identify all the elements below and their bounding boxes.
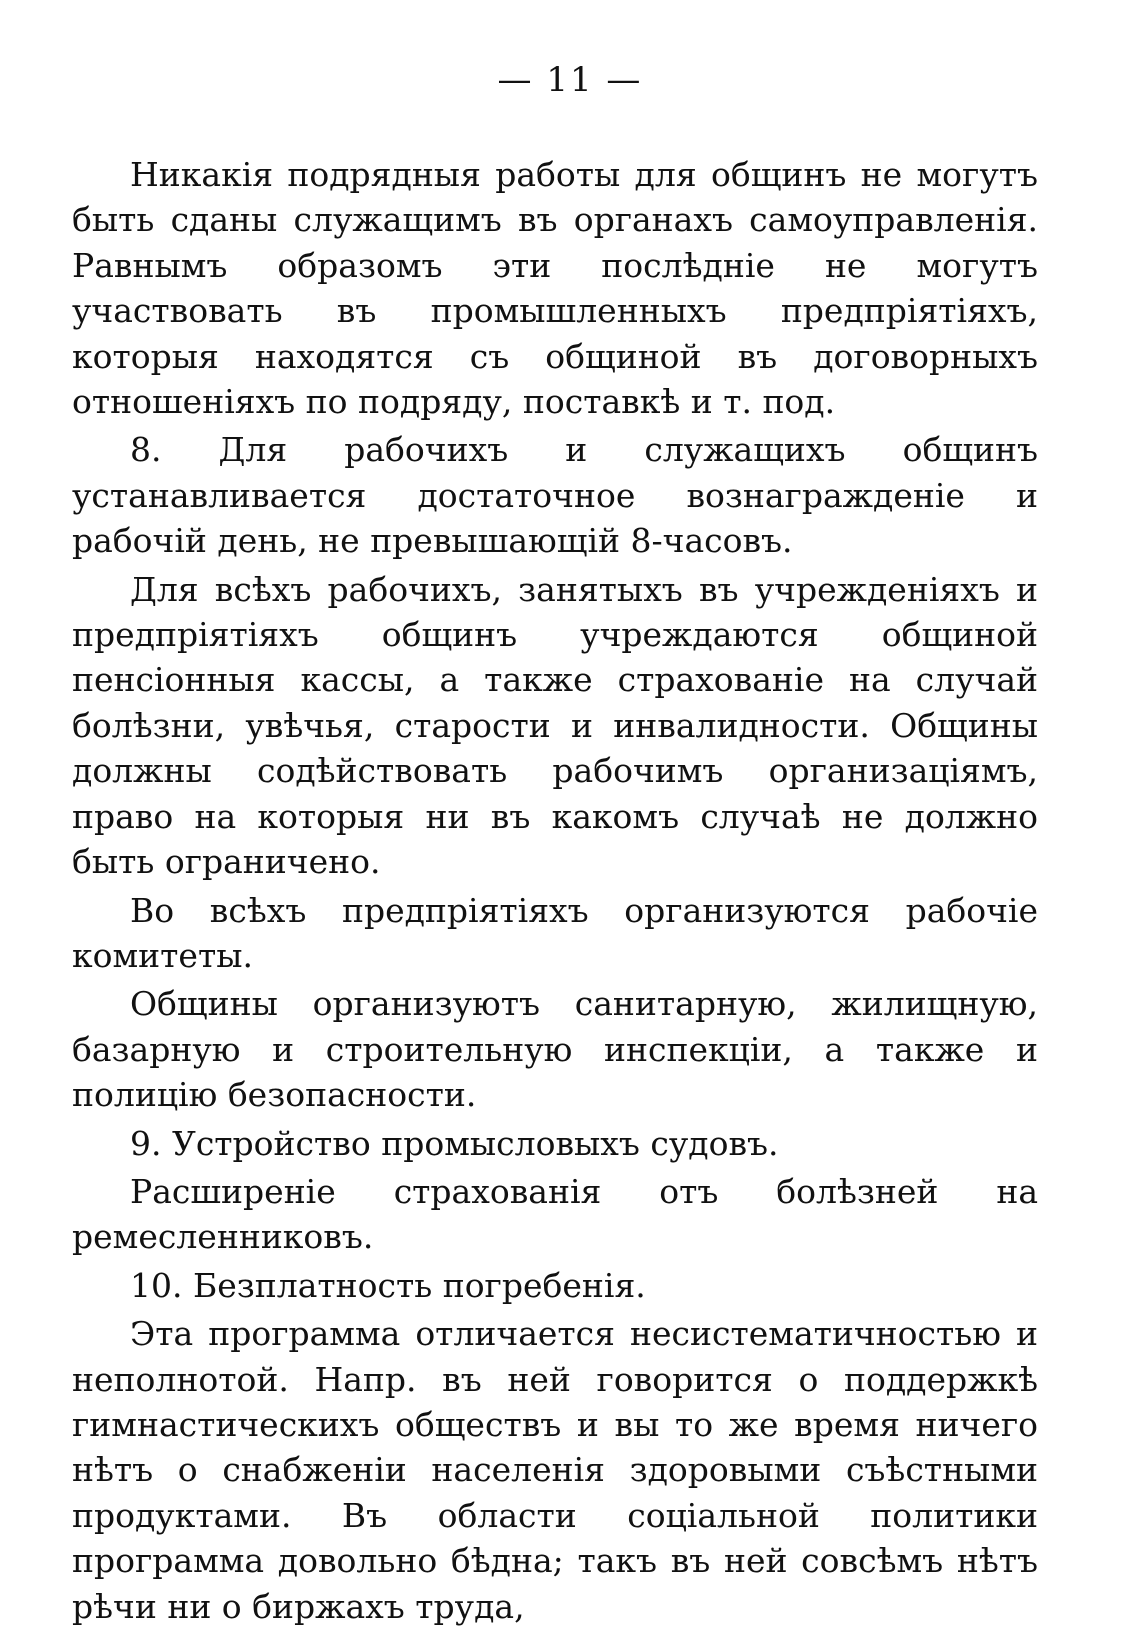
paragraph-point-10-burial: 10. Безплатность погребенія. [130,1265,646,1305]
paragraph-point-9-courts: 9. Устройство промысловыхъ судовъ. [130,1123,779,1163]
paragraph-pension-insurance: Для всѣхъ рабочихъ, занятыхъ въ учрежденіяхъ и предпріятіяхъ общинъ учреждаются общиной пенсіонныя кассы, а также страхованіе на случай болѣзни, увѣчья, старости и инвалидности. Общины должны содѣйствовать рабочимъ организаціямъ, право на которыя ни въ какомъ случаѣ не должно быть ограничено. [72,569,1038,882]
paragraph-point-8-workers: 8. Для рабочихъ и служащихъ общинъ устанавливается достаточное вознагражденіе и рабочій день, не превышающій 8-часовъ. [72,430,1038,561]
paragraph-contracting-restrictions: Никакія подрядныя работы для общинъ не могутъ быть сданы служащимъ въ органахъ самоуправленія. Равнымъ образомъ эти послѣдніе не могутъ участвовать въ промышленныхъ предпріятіяхъ, которыя находятся съ общиной въ договорныхъ отношеніяхъ по подряду, поставкѣ и т. под. [72,155,1038,422]
paragraph-worker-committees: Во всѣхъ предпріятіяхъ организуются рабочіе комитеты. [72,890,1038,975]
paragraph-insurance-extension: Расширеніе страхованія отъ болѣзней на ремесленниковъ. [72,1171,1038,1257]
paragraph-program-critique: Эта программа отличается несистематичностью и неполнотой. Напр. въ ней говорится о поддержкѣ гимнастическихъ обществъ и вы то же время ничего нѣтъ о снабженіи населенія здоровыми съѣстными продуктами. Въ области соціальной политики программа довольно бѣдна; такъ въ ней совсѣмъ нѣтъ рѣчи ни о биржахъ труда, [72,1314,1038,1626]
paragraph-inspections: Общины организуютъ санитарную, жилищную, базарную и строительную инспекціи, а также и полицію безопасности. [72,984,1038,1115]
page-number: — 11 — [497,60,643,100]
page-body-text [72,152,1038,1629]
